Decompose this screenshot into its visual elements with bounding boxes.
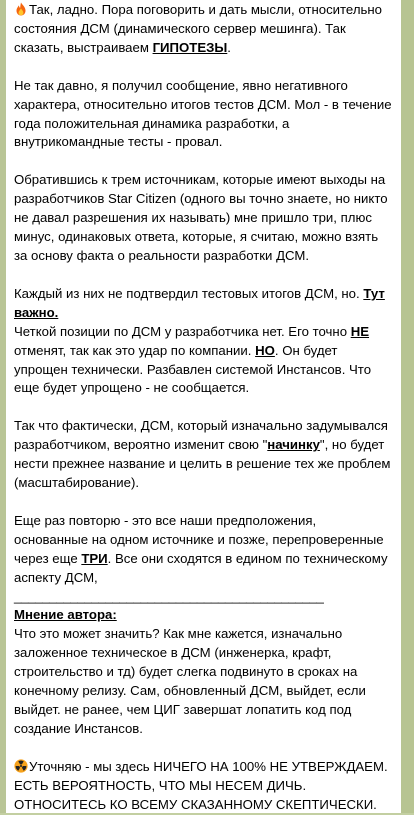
position-text-a: Четкой позиции по ДСМ у разработчика нет. Его точно <box>14 323 351 339</box>
conclusion-paragraph <box>14 417 393 493</box>
filling-emphasis: начинку <box>267 437 320 453</box>
important-text: Каждый из них не подтвердил тестовых итогов ДСМ, но. <box>14 285 364 301</box>
sources-paragraph: Обратившись к трем источникам, которые имеют выходы на разработчиков Star Citizen (одного вы точно знаете, но никто не давал разрешения их называть) мне пришло три, плюс минус, одинаковых ответа, которые, я считаю, можно взять за основу факта о реальности разработки ДСМ. <box>14 172 388 263</box>
conclusion-text-a: Так что фактически, ДСМ, который изначально задумывался разработчиком, вероятно изменит свою " <box>14 418 388 453</box>
radioactive-icon <box>14 759 28 773</box>
chat-background-right <box>401 0 414 813</box>
position-text-b: отменят, так как это удар по компании. <box>14 342 256 358</box>
repeat-text-b: . Все они сходятся в едином по техническому аспекту ДСМ, <box>14 550 388 585</box>
divider-line: ____________________________________________ <box>14 588 324 604</box>
negative-report-paragraph: Не так давно, я получил сообщение, явно негативного характера, относительно итогов тестов ДСМ. Мол - в течение года положительная динамика разработки, а внутрикомандные тесты - провал. <box>14 77 392 150</box>
conclusion-text-b: ", но будет нести прежнее название и целить в решение тех же проблем (масштабирование). <box>14 437 391 491</box>
position-paragraph <box>14 323 393 399</box>
intro-text: Так, ладно. Пора поговорить и дать мысли, относительно состояния ДСМ (динамического сервер мешинга). Так сказать, выстраиваем <box>14 2 383 55</box>
warning-paragraph <box>14 758 393 815</box>
repeat-paragraph <box>14 512 393 588</box>
author-opinion-text: Что это может значить? Как мне кажется, изначально заложенное техническое в ДСМ (инженерка, крафт, строительство и тд) будет слегка подвинуто в сроках на конечному релизу. Сам, обновленный ДСМ, выйдет, если выйдет. не ранее, чем ЦИГ завершат лопатить код под создание Инстансов. <box>14 626 366 736</box>
ne-emphasis: НЕ <box>350 323 370 339</box>
repeat-text-a: Еще раз повторю - это все наши предположения, основанные на одном источнике и позже, перепроверенные через еще <box>14 512 384 566</box>
important-paragraph <box>14 285 393 323</box>
warning-text: Уточняю - мы здесь НИЧЕГО НА 100% НЕ УТВЕРЖДАЕМ. ЕСТЬ ВЕРОЯТНОСТЬ, ЧТО МЫ НЕСЕМ ДИЧЬ. ОТНОСИТЕСЬ КО ВСЕМУ СКАЗАННОМУ СКЕПТИЧЕСКИ. <box>14 758 388 812</box>
important-emphasis: Тут важно. <box>14 285 385 320</box>
fire-icon <box>14 2 28 16</box>
no-emphasis: НО <box>255 342 275 358</box>
message-bubble <box>6 0 401 813</box>
intro-end: . <box>227 39 231 55</box>
author-opinion-title: Мнение автора: <box>14 607 117 623</box>
position-text-c: . Он будет упрощен технически. Разбавлен системой Инстансов. Что еще будет упрощено - не сообщается. <box>14 342 372 396</box>
intro-paragraph <box>14 1 393 58</box>
hypotheses-emphasis: ГИПОТЕЗЫ <box>152 39 228 55</box>
three-emphasis: ТРИ <box>81 550 108 566</box>
